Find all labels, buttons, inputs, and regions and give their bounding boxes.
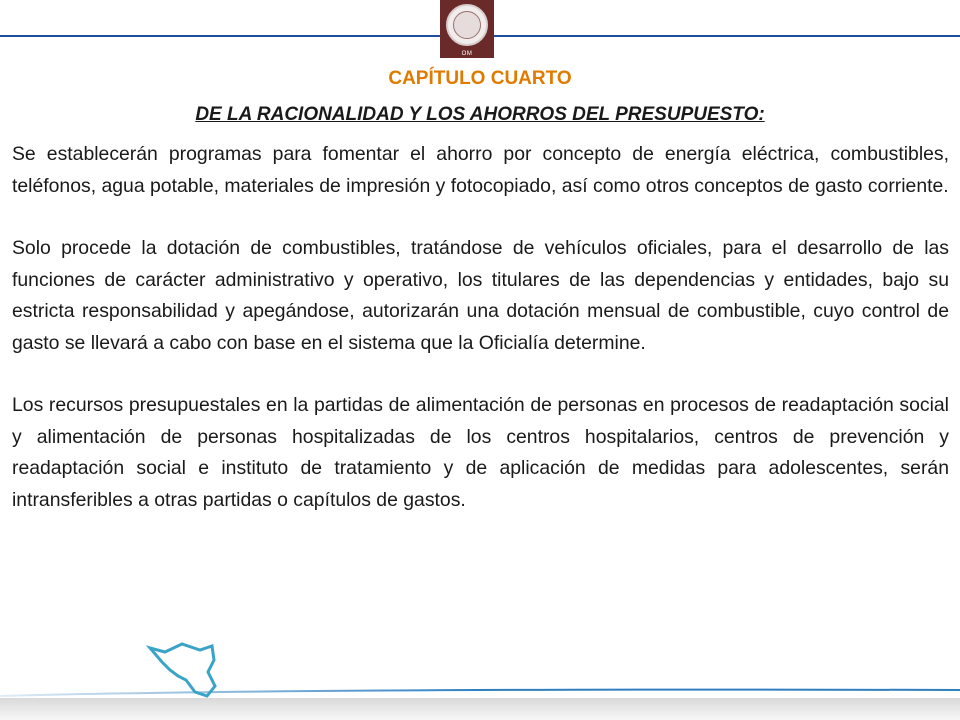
chapter-title: DE LA RACIONALIDAD Y LOS AHORROS DEL PRESUPUESTO: bbox=[195, 104, 765, 125]
paragraph: Los recursos presupuestales en la partidas de alimentación de personas en procesos de readaptación social y alimentación de personas hospitalizadas de los centros hospitalarios, centros de prevención y readaptación social e instituto de tratamiento y de aplicación de medidas para adolescentes, serán intransferibles a otras partidas o capítulos de gastos. bbox=[12, 394, 949, 511]
footer-decoration bbox=[0, 640, 960, 720]
institution-logo bbox=[440, 0, 494, 58]
state-map-icon bbox=[150, 644, 215, 696]
logo-label: OM bbox=[461, 51, 473, 57]
seal-icon bbox=[446, 4, 488, 46]
chapter-heading: CAPÍTULO CUARTO bbox=[388, 68, 572, 89]
body-text bbox=[12, 139, 949, 547]
paragraph: Solo procede la dotación de combustibles, tratándose de vehículos oficiales, para el desarrollo de las funciones de carácter administrativo y operativo, los titulares de las dependencias y entidades, bajo su estricta responsabilidad y apegándose, autorizarán una dotación mensual de combustible, cuyo control de gasto se llevará a cabo con base en el sistema que la Oficialía determine. bbox=[12, 237, 949, 354]
paragraph: Se establecerán programas para fomentar el ahorro por concepto de energía eléctrica, combustibles, teléfonos, agua potable, materiales de impresión y fotocopiado, así como otros conceptos de gasto corriente. bbox=[12, 143, 949, 197]
